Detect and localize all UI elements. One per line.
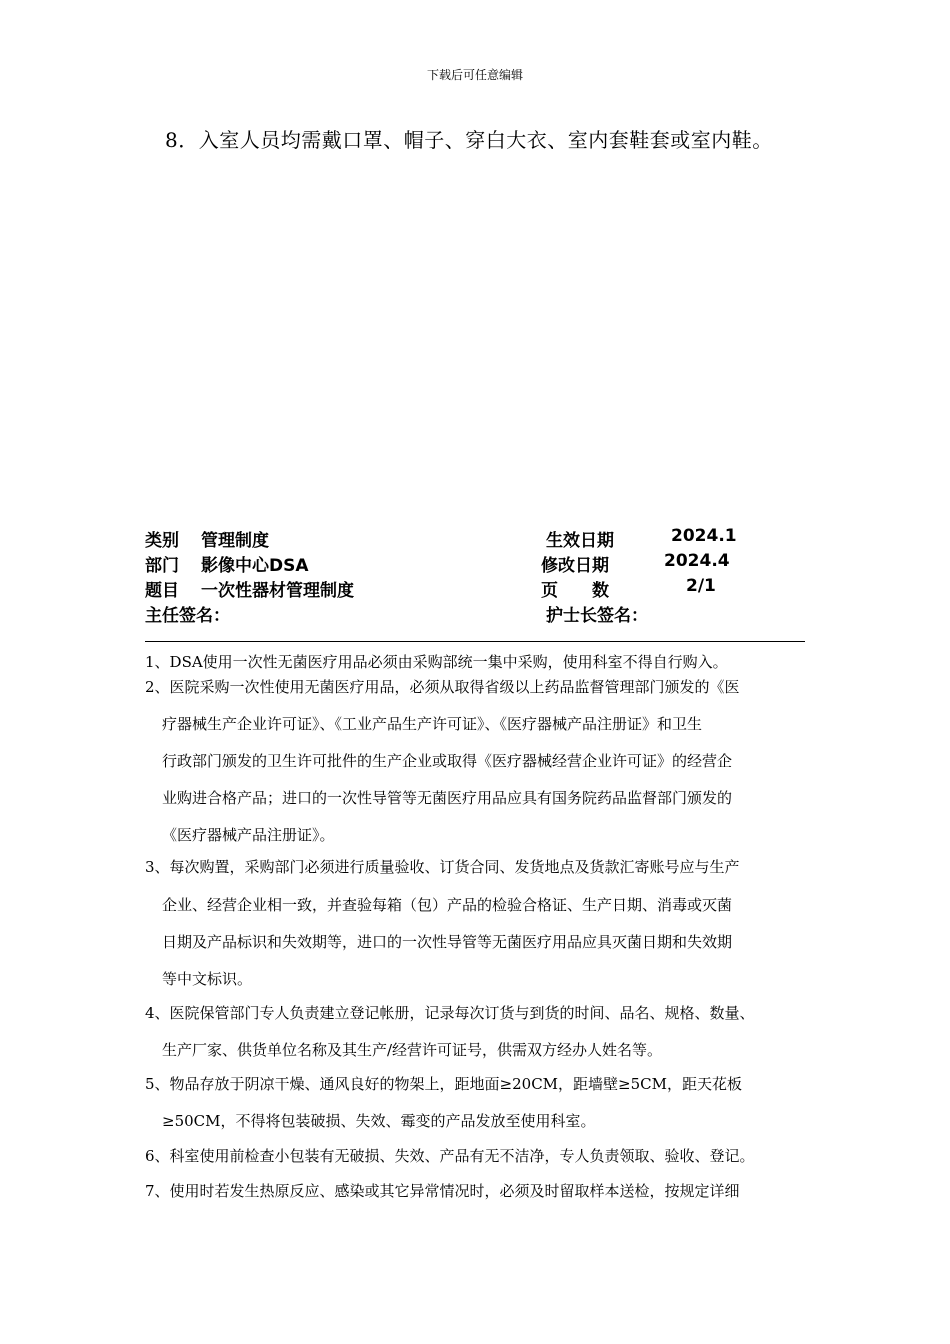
rule-item-8: 8．入室人员均需戴口罩、帽子、穿白大衣、室内套鞋套或室内鞋。 — [165, 128, 773, 152]
topic-label: 题目 — [145, 581, 179, 601]
rule-line: 4、医院保管部门专人负责建立登记帐册，记录每次订货与到货的时间、品名、规格、数量、 — [145, 1004, 755, 1022]
rule-line: 《医疗器械产品注册证》。 — [162, 826, 335, 844]
rule-line: 行政部门颁发的卫生许可批件的生产企业或取得《医疗器械经营企业许可证》的经营企 — [162, 752, 733, 770]
page-header-note: 下载后可任意编辑 — [426, 68, 523, 82]
rule-line: 生产厂家、供货单位名称及其生产/经营许可证号，供需双方经办人姓名等。 — [162, 1041, 663, 1059]
department-label: 部门 — [145, 556, 179, 576]
header-divider — [145, 641, 805, 642]
effective-date-value: 2024.1 — [671, 526, 737, 546]
rule-line: 疗器械生产企业许可证》、《工业产品生产许可证》、《医疗器械产品注册证》和卫生 — [162, 715, 703, 733]
effective-date-label: 生效日期 — [546, 531, 614, 551]
department-value: 影像中心DSA — [201, 556, 309, 576]
page-count-value: 2/1 — [686, 576, 716, 596]
director-signature-label: 主任签名： — [145, 606, 230, 626]
rule-line: 2、医院采购一次性使用无菌医疗用品，必须从取得省级以上药品监督管理部门颁发的《医 — [145, 678, 740, 696]
rule-line: 等中文标识。 — [162, 970, 253, 988]
rule-line: ≥50CM，不得将包装破损、失效、霉变的产品发放至使用科室。 — [162, 1112, 596, 1130]
revised-date-value: 2024.4 — [664, 551, 730, 571]
revised-date-label: 修改日期 — [541, 556, 609, 576]
rule-line: 企业、经营企业相一致，并查验每箱（包）产品的检验合格证、生产日期、消毒或灭菌 — [162, 896, 733, 914]
page-count-label: 页 数 — [541, 581, 609, 601]
head-nurse-signature-label: 护士长签名： — [546, 606, 648, 626]
category-label: 类别 — [145, 531, 179, 551]
rule-line: 业购进合格产品；进口的一次性导管等无菌医疗用品应具有国务院药品监督部门颁发的 — [162, 789, 733, 807]
rule-line: 7、使用时若发生热原反应、感染或其它异常情况时，必须及时留取样本送检，按规定详细 — [145, 1182, 740, 1200]
rule-line: 6、科室使用前检查小包装有无破损、失效、产品有无不洁净，专人负责领取、验收、登记。 — [145, 1147, 755, 1165]
rule-line: 日期及产品标识和失效期等，进口的一次性导管等无菌医疗用品应具灭菌日期和失效期 — [162, 933, 733, 951]
rule-line: 5、物品存放于阴凉干燥、通风良好的物架上，距地面≥20CM，距墙壁≥5CM，距天花板 — [145, 1075, 742, 1093]
rule-line: 1、DSA使用一次性无菌医疗用品必须由采购部统一集中采购，使用科室不得自行购入。 — [145, 653, 728, 671]
topic-value: 一次性器材管理制度 — [201, 581, 354, 601]
rule-line: 3、每次购置，采购部门必须进行质量验收、订货合同、发货地点及货款汇寄账号应与生产 — [145, 858, 740, 876]
category-value: 管理制度 — [201, 531, 269, 551]
